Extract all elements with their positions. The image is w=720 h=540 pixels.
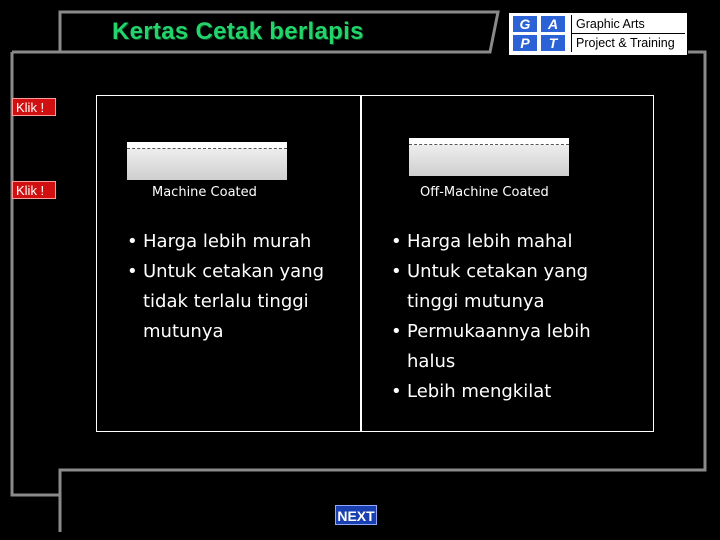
off-machine-coated-sample (409, 138, 569, 176)
logo-text (571, 15, 685, 52)
list-item: • Permukaannya lebih halus (389, 317, 639, 377)
left-bullet-list (125, 227, 345, 347)
page-title: Kertas Cetak berlapis (112, 18, 364, 45)
logo-letters (513, 16, 567, 52)
klik-button-2[interactable]: Klik ! (12, 181, 56, 199)
logo-letter: P (513, 35, 537, 51)
logo-letter: T (541, 35, 565, 51)
machine-coated-sample (127, 142, 287, 180)
list-item: • Untuk cetakan yang tinggi mutunya (389, 257, 639, 317)
logo-letter: A (541, 16, 565, 32)
klik-button-1[interactable]: Klik ! (12, 98, 56, 116)
list-item: • Untuk cetakan yang tidak terlalu tinggi mutunya (125, 257, 345, 347)
gapt-logo (508, 12, 688, 56)
logo-line-2: Project & Training (571, 33, 685, 52)
off-machine-coated-caption: Off-Machine Coated (420, 185, 549, 200)
right-bullet-list (389, 227, 639, 407)
coating-edge (409, 138, 569, 145)
logo-line-1: Graphic Arts (571, 15, 685, 33)
coating-edge (127, 142, 287, 149)
next-button[interactable]: NEXT (335, 505, 377, 525)
list-item: • Harga lebih murah (125, 227, 345, 257)
list-item: • Harga lebih mahal (389, 227, 639, 257)
comparison-panel (96, 95, 654, 432)
column-divider (360, 96, 362, 431)
logo-letter: G (513, 16, 537, 32)
list-item: • Lebih mengkilat (389, 377, 639, 407)
machine-coated-caption: Machine Coated (152, 185, 257, 200)
